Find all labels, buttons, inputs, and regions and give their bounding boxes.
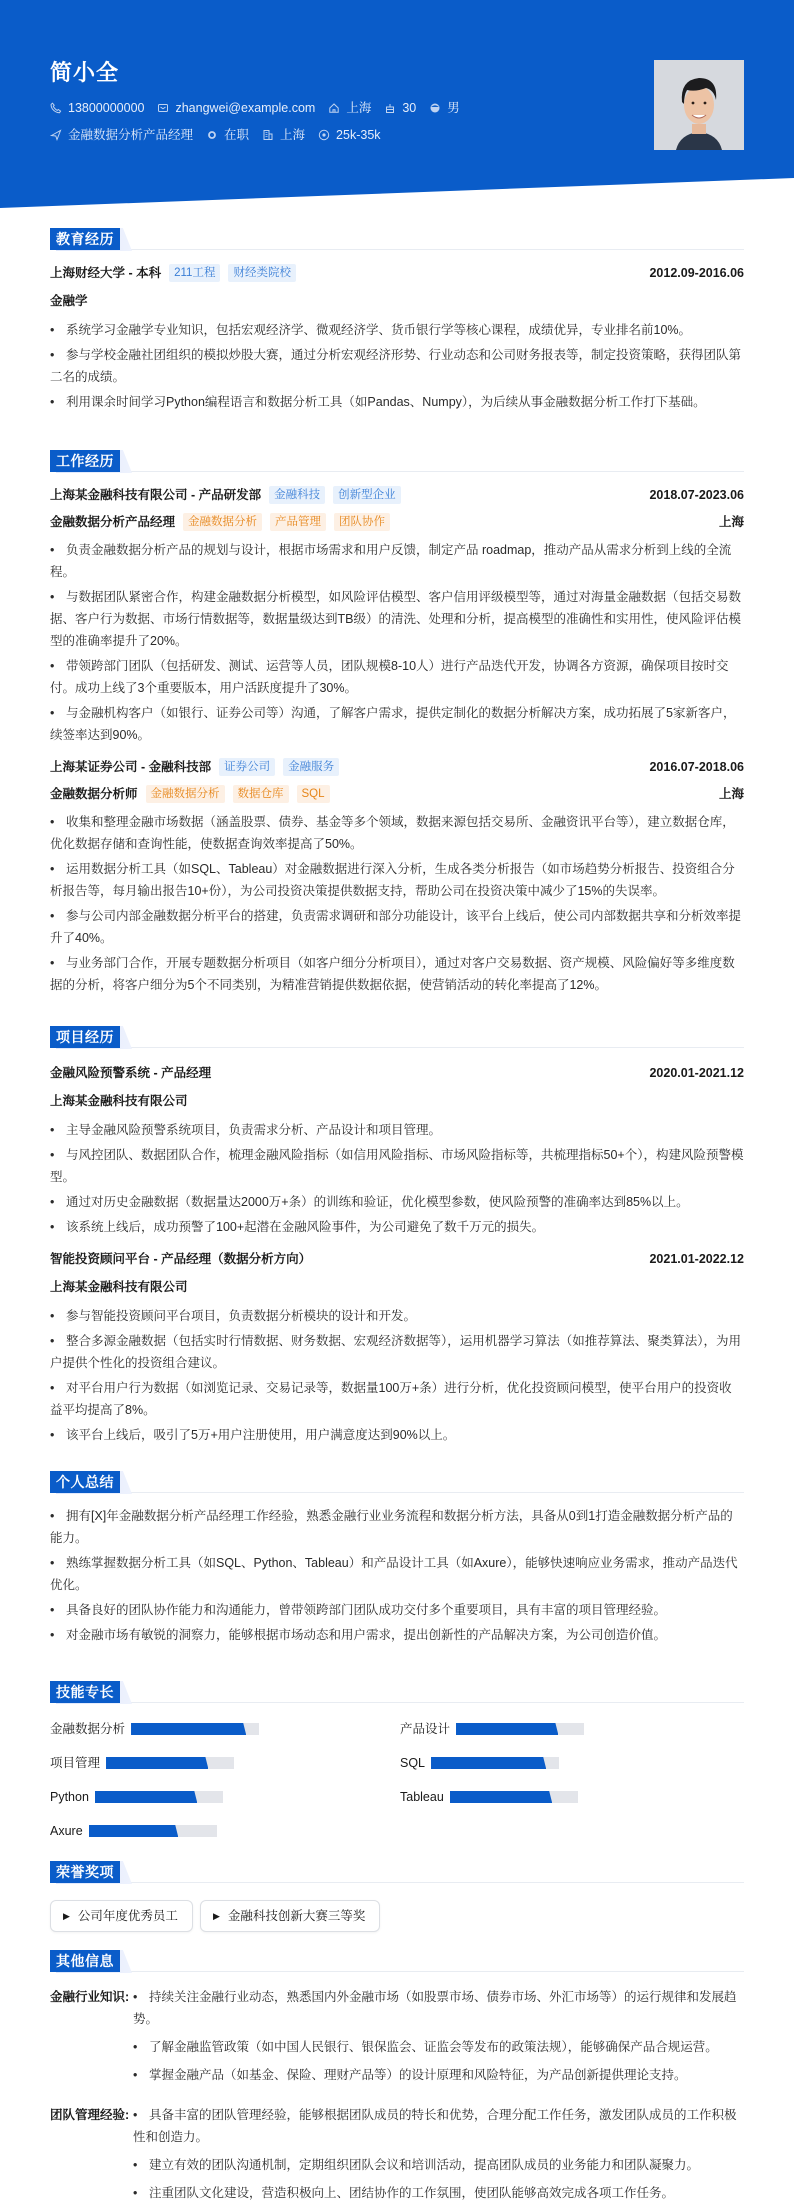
award-item bbox=[50, 1900, 193, 1932]
section-title bbox=[50, 1861, 744, 1883]
section-title bbox=[50, 228, 744, 250]
list-item: • 具备良好的团队协作能力和沟通能力，曾带领跨部门团队成功交付多个重要项目，具有丰富的项目管理经验。 bbox=[50, 1599, 744, 1621]
section-title bbox=[50, 1026, 744, 1048]
project-date: 2021.01-2022.12 bbox=[649, 1252, 744, 1266]
salary-icon bbox=[318, 129, 330, 141]
skill-item bbox=[50, 1787, 223, 1807]
section-other bbox=[50, 1950, 744, 2210]
awards-list bbox=[50, 1900, 744, 1932]
home-icon bbox=[328, 102, 340, 114]
status-text: 在职 bbox=[224, 128, 250, 142]
list-item: • 主导金融风险预警系统项目，负责需求分析、产品设计和项目管理。 bbox=[50, 1119, 744, 1141]
target-icon bbox=[50, 129, 62, 141]
triangle-right-icon: ▶ bbox=[63, 1910, 70, 1921]
job-date: 2018.07-2023.06 bbox=[649, 488, 744, 502]
intent-city bbox=[262, 125, 305, 145]
section-title-label: 其他信息 bbox=[50, 1950, 120, 1972]
list-item: • 熟练掌握数据分析工具（如SQL、Python、Tableau）和产品设计工具（如Axure），能够快速响应业务需求，推动产品迭代优化。 bbox=[50, 1552, 744, 1596]
section-title-label: 技能专长 bbox=[50, 1681, 120, 1703]
list-item: • 对平台用户行为数据（如浏览记录、交易记录等，数据量100万+条）进行分析，优化投资顾问模型，使平台用户的投资收益平均提高了8%。 bbox=[50, 1377, 744, 1421]
job-location: 上海 bbox=[718, 515, 744, 529]
section-title-label: 工作经历 bbox=[50, 450, 120, 472]
project-bullets bbox=[50, 1119, 744, 1238]
summary-bullets bbox=[50, 1505, 744, 1646]
company-tag: 金融服务 bbox=[283, 758, 339, 776]
company-name bbox=[50, 757, 339, 777]
skill-item bbox=[400, 1719, 584, 1739]
company-name bbox=[50, 485, 401, 505]
avatar-photo bbox=[654, 60, 744, 150]
skill-item bbox=[400, 1787, 578, 1807]
skill-fill bbox=[106, 1757, 208, 1769]
list-item: • 参与公司内部金融数据分析平台的搭建，负责需求调研和部分功能设计，该平台上线后，使公司内部数据共享和分析效率提升了40%。 bbox=[50, 905, 744, 949]
skill-bar bbox=[95, 1791, 223, 1803]
skill-item bbox=[50, 1753, 234, 1773]
company-text: 上海某金融科技有限公司 - 产品研发部 bbox=[50, 488, 262, 502]
list-item: • 对金融市场有敏锐的洞察力，能够根据市场动态和用户需求，提出创新性的产品解决方案，为公司创造价值。 bbox=[50, 1624, 744, 1646]
list-item: • 带领跨部门团队（包括研发、测试、运营等人员，团队规模8-10人）进行产品迭代开发，协调各方资源，确保项目按时交付。成功上线了3个重要版本，用户活跃度提升了30%。 bbox=[50, 655, 744, 699]
contact-row bbox=[50, 98, 473, 118]
company-text: 上海某证券公司 - 金融科技部 bbox=[50, 760, 212, 774]
age-text: 30 bbox=[402, 101, 417, 115]
role-tag: 团队协作 bbox=[334, 513, 390, 531]
list-item: • 与数据团队紧密合作，构建金融数据分析模型，如风险评估模型、客户信用评级模型等，通过对海量金融数据（包括交易数据、客户行为数据、市场行情数据等，数据量级达到TB级）的清洗、处理和分析，提高模型的准确性和实用性，使风险评估模型的准确率提升了20%。 bbox=[50, 586, 744, 652]
contact-city bbox=[328, 98, 371, 118]
skill-fill bbox=[131, 1723, 246, 1735]
list-item: • 系统学习金融学专业知识，包括宏观经济学、微观经济学、货币银行学等核心课程，成绩优异，专业排名前10%。 bbox=[50, 319, 744, 341]
other-group-finance bbox=[50, 1986, 744, 2092]
skills-grid bbox=[50, 1703, 744, 1838]
section-title bbox=[50, 1681, 744, 1703]
job-date: 2016.07-2018.06 bbox=[649, 760, 744, 774]
job-role bbox=[50, 784, 330, 804]
skill-name: Axure bbox=[50, 1824, 83, 1838]
intent-row bbox=[50, 125, 394, 145]
section-awards bbox=[50, 1861, 744, 1932]
skill-name: 产品设计 bbox=[400, 1722, 451, 1736]
skill-bar bbox=[89, 1825, 217, 1837]
skill-name: SQL bbox=[400, 1756, 426, 1770]
skill-bar bbox=[131, 1723, 259, 1735]
intent-position bbox=[50, 125, 193, 145]
job-role bbox=[50, 512, 390, 532]
list-item: • 负责金融数据分析产品的规划与设计，根据市场需求和用户反馈，制定产品 roadmap，推动产品从需求分析到上线的全流程。 bbox=[50, 539, 744, 583]
list-item: • 该平台上线后，吸引了5万+用户注册使用，用户满意度达到90%以上。 bbox=[50, 1424, 744, 1446]
salary-text: 25k-35k bbox=[336, 128, 381, 142]
role-text: 金融数据分析产品经理 bbox=[50, 515, 176, 529]
education-date: 2012.09-2016.06 bbox=[649, 266, 744, 280]
list-item: • 参与智能投资顾问平台项目，负责数据分析模块的设计和开发。 bbox=[50, 1305, 744, 1327]
gender-icon bbox=[429, 102, 441, 114]
intent-status bbox=[206, 125, 249, 145]
gender-text: 男 bbox=[447, 101, 460, 115]
skill-fill bbox=[95, 1791, 197, 1803]
list-item: • 该系统上线后，成功预警了100+起潜在金融风险事件，为公司避免了数千万元的损失。 bbox=[50, 1216, 744, 1238]
skill-name: Python bbox=[50, 1790, 89, 1804]
contact-email bbox=[157, 98, 315, 118]
list-item: • 与风控团队、数据团队合作，梳理金融风险指标（如信用风险指标、市场风险指标等，共梳理指标50+个），构建风险预警模型。 bbox=[50, 1144, 744, 1188]
section-title-label: 项目经历 bbox=[50, 1026, 120, 1048]
section-title bbox=[50, 1950, 744, 1972]
project-header bbox=[50, 1062, 744, 1084]
education-header bbox=[50, 262, 744, 284]
other-group-bullets bbox=[133, 1986, 744, 2092]
role-tag: 产品管理 bbox=[270, 513, 326, 531]
list-item: • 拥有[X]年金融数据分析产品经理工作经验，熟悉金融行业业务流程和数据分析方法，具备从0到1打造金融数据分析产品的能力。 bbox=[50, 1505, 744, 1549]
school-name bbox=[50, 263, 296, 283]
job-role-row bbox=[50, 783, 744, 805]
list-item: • 注重团队文化建设，营造积极向上、团结协作的工作氛围，使团队能够高效完成各项工作任务。 bbox=[133, 2182, 744, 2204]
skill-name: 项目管理 bbox=[50, 1756, 101, 1770]
project-company: 上海某金融科技有限公司 bbox=[50, 1280, 188, 1294]
email-icon bbox=[157, 102, 169, 114]
position-text: 金融数据分析产品经理 bbox=[68, 128, 194, 142]
skill-bar bbox=[450, 1791, 578, 1803]
skill-bar bbox=[106, 1757, 234, 1769]
list-item: • 与业务部门合作，开展专题数据分析项目（如客户细分分析项目），通过对客户交易数据、资产规模、风险偏好等多维度数据的分析，将客户细分为5个不同类别，为精准营销提供数据依据，使营销活动的转化率提高了12%。 bbox=[50, 952, 744, 996]
skill-name: 金融数据分析 bbox=[50, 1722, 126, 1736]
role-text: 金融数据分析师 bbox=[50, 787, 138, 801]
company-tag: 证券公司 bbox=[219, 758, 275, 776]
intent-city-text: 上海 bbox=[280, 128, 306, 142]
award-text: 金融科技创新大赛三等奖 bbox=[227, 1909, 366, 1923]
company-tag: 金融科技 bbox=[269, 486, 325, 504]
skill-name: Tableau bbox=[400, 1790, 444, 1804]
other-group-label: 金融行业知识: bbox=[50, 1990, 130, 2004]
section-title bbox=[50, 1471, 744, 1493]
candidate-name: 简小全 bbox=[50, 60, 120, 85]
building-icon bbox=[262, 129, 274, 141]
skill-bar bbox=[431, 1757, 559, 1769]
project-date: 2020.01-2021.12 bbox=[649, 1066, 744, 1080]
other-group-label: 团队管理经验: bbox=[50, 2108, 130, 2122]
award-text: 公司年度优秀员工 bbox=[77, 1909, 178, 1923]
skill-item bbox=[50, 1719, 259, 1739]
phone-icon bbox=[50, 102, 62, 114]
project-name: 智能投资顾问平台 - 产品经理（数据分析方向） bbox=[50, 1252, 312, 1266]
list-item: • 建立有效的团队沟通机制，定期组织团队会议和培训活动，提高团队成员的业务能力和团队凝聚力。 bbox=[133, 2154, 744, 2176]
list-item: • 持续关注金融行业动态，熟悉国内外金融市场（如股票市场、债券市场、外汇市场等）的运行规律和发展趋势。 bbox=[133, 1986, 744, 2030]
job-header bbox=[50, 756, 744, 778]
intent-salary bbox=[318, 125, 380, 145]
school-tag: 财经类院校 bbox=[228, 264, 296, 282]
triangle-right-icon: ▶ bbox=[212, 1910, 220, 1921]
contact-age bbox=[384, 98, 416, 118]
job-role-row bbox=[50, 511, 744, 533]
list-item: • 利用课余时间学习Python编程语言和数据分析工具（如Pandas、Numpy），为后续从事金融数据分析工作打下基础。 bbox=[50, 391, 744, 413]
project-header bbox=[50, 1248, 744, 1270]
list-item: • 通过对历史金融数据（数据量达2000万+条）的训练和验证，优化模型参数，使风险预警的准确率达到85%以上。 bbox=[50, 1191, 744, 1213]
list-item: • 了解金融监管政策（如中国人民银行、银保监会、证监会等发布的政策法规），能够确保产品合规运营。 bbox=[133, 2036, 744, 2058]
project-company: 上海某金融科技有限公司 bbox=[50, 1094, 188, 1108]
city-text: 上海 bbox=[346, 101, 372, 115]
section-education bbox=[50, 228, 744, 416]
skill-fill bbox=[89, 1825, 179, 1837]
project-name: 金融风险预警系统 - 产品经理 bbox=[50, 1066, 212, 1080]
section-summary bbox=[50, 1471, 744, 1649]
job-location: 上海 bbox=[718, 787, 744, 801]
section-title-label: 教育经历 bbox=[50, 228, 120, 250]
job-header bbox=[50, 484, 744, 506]
status-icon bbox=[206, 129, 218, 141]
skill-item bbox=[400, 1753, 559, 1773]
list-item: • 运用数据分析工具（如SQL、Tableau）对金融数据进行深入分析，生成各类分析报告（如市场趋势分析报告、投资组合分析报告等，每月输出报告10+份），为公司投资决策提供数据支持，帮助公司在投资决策中减少了15%的失误率。 bbox=[50, 858, 744, 902]
list-item: • 参与学校金融社团组织的模拟炒股大赛，通过分析宏观经济形势、行业动态和公司财务报表等，制定投资策略，获得团队第二名的成绩。 bbox=[50, 344, 744, 388]
list-item: • 收集和整理金融市场数据（涵盖股票、债券、基金等多个领域，数据来源包括交易所、金融资讯平台等），建立数据仓库，优化数据存储和查询性能，使数据查询效率提高了50%。 bbox=[50, 811, 744, 855]
job-bullets bbox=[50, 539, 744, 746]
list-item: • 掌握金融产品（如基金、保险、理财产品等）的设计原理和风险特征，为产品创新提供理论支持。 bbox=[133, 2064, 744, 2086]
contact-gender bbox=[429, 98, 460, 118]
school-text: 上海财经大学 - 本科 bbox=[50, 266, 162, 280]
section-title-label: 个人总结 bbox=[50, 1471, 120, 1493]
skill-item bbox=[50, 1821, 217, 1841]
email-text: zhangwei@example.com bbox=[175, 101, 316, 115]
other-group-team bbox=[50, 2104, 744, 2210]
role-tag: 金融数据分析 bbox=[146, 785, 225, 803]
major: 金融学 bbox=[50, 294, 88, 308]
contact-phone bbox=[50, 98, 144, 118]
list-item: • 整合多源金融数据（包括实时行情数据、财务数据、宏观经济数据等），运用机器学习算法（如推荐算法、聚类算法），为用户提供个性化的投资组合建议。 bbox=[50, 1330, 744, 1374]
section-projects bbox=[50, 1026, 744, 1449]
company-tag: 创新型企业 bbox=[333, 486, 401, 504]
skill-fill bbox=[431, 1757, 546, 1769]
education-bullets bbox=[50, 319, 744, 413]
award-item bbox=[200, 1900, 380, 1932]
section-title bbox=[50, 450, 744, 472]
other-group-bullets bbox=[133, 2104, 744, 2210]
role-tag: 数据仓库 bbox=[233, 785, 289, 803]
phone-text: 13800000000 bbox=[68, 101, 145, 115]
skill-bar bbox=[456, 1723, 584, 1735]
section-work bbox=[50, 450, 744, 999]
section-skills bbox=[50, 1681, 744, 1838]
project-bullets bbox=[50, 1305, 744, 1446]
school-tag: 211工程 bbox=[169, 264, 220, 282]
age-icon bbox=[384, 102, 396, 114]
list-item: • 与金融机构客户（如银行、证券公司等）沟通，了解客户需求，提供定制化的数据分析解决方案，成功拓展了5家新客户，续签率达到90%。 bbox=[50, 702, 744, 746]
role-tag: SQL bbox=[297, 785, 330, 803]
job-bullets bbox=[50, 811, 744, 996]
skill-fill bbox=[450, 1791, 552, 1803]
section-title-label: 荣誉奖项 bbox=[50, 1861, 120, 1883]
list-item: • 具备丰富的团队管理经验，能够根据团队成员的特长和优势，合理分配工作任务，激发团队成员的工作积极性和创造力。 bbox=[133, 2104, 744, 2148]
role-tag: 金融数据分析 bbox=[183, 513, 262, 531]
skill-fill bbox=[456, 1723, 558, 1735]
